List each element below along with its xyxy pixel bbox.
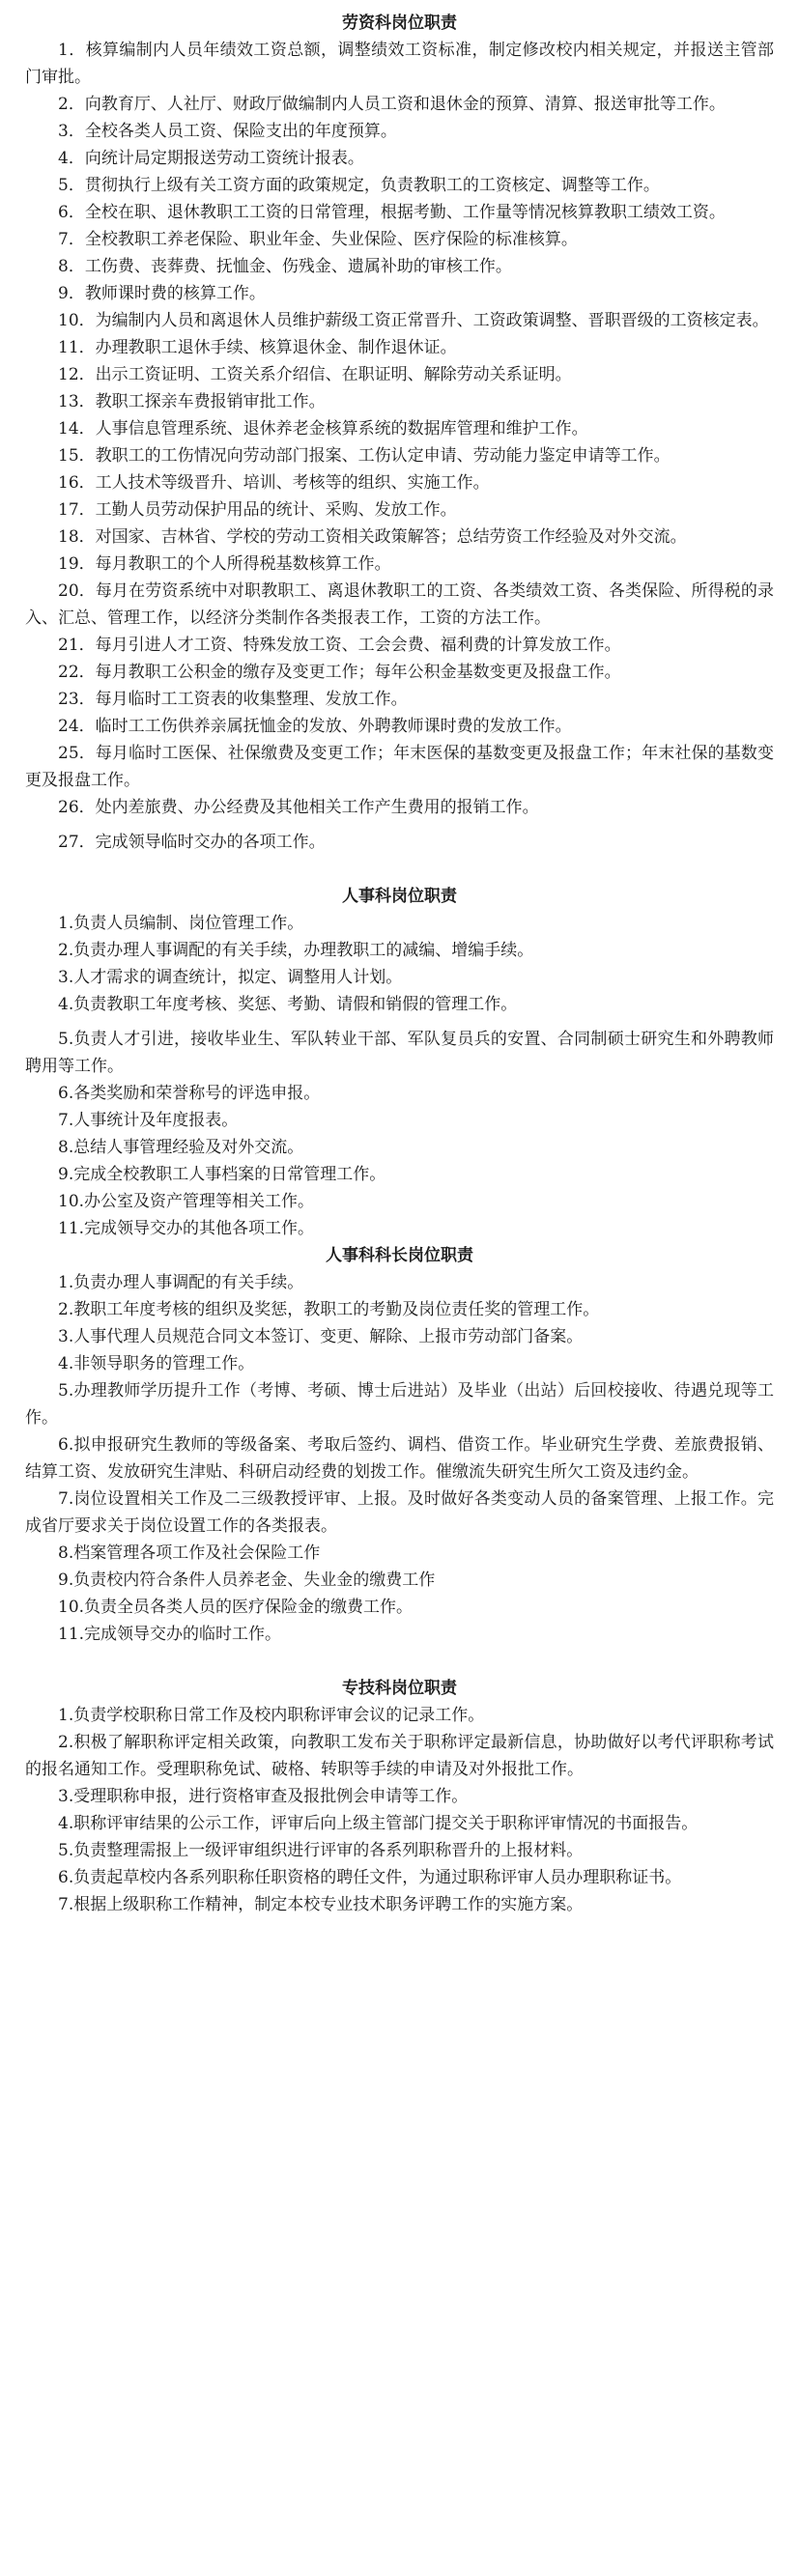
list-item: 8．工伤费、丧葬费、抚恤金、伤残金、遗属补助的审核工作。 [58, 257, 512, 276]
list-item: 10．为编制内人员和离退休人员维护薪级工资正常晋升、工资政策调整、晋职晋级的工资核定表。 [58, 311, 769, 330]
list-item: 15．教职工的工伤情况向劳动部门报案、工伤认定申请、劳动能力鉴定申请等工作。 [58, 446, 671, 466]
list-item: 3.受理职称申报，进行资格审查及报批例会申请等工作。 [58, 1787, 469, 1806]
list-item: 13．教职工探亲车费报销审批工作。 [58, 392, 326, 411]
list-item: 22．每月教职工公积金的缴存及变更工作；每年公积金基数变更及报盘工作。 [58, 663, 621, 682]
list-item: 4．向统计局定期报送劳动工资统计报表。 [58, 149, 364, 168]
list-item: 5.办理教师学历提升工作（考博、考硕、博士后进站）及毕业（出站）后回校接收、待遇兑现等工作。 [25, 1381, 774, 1428]
list-item: 5.负责整理需报上一级评审组织进行评审的各系列职称晋升的上报材料。 [58, 1841, 584, 1860]
list-item: 7.根据上级职称工作精神，制定本校专业技术职务评聘工作的实施方案。 [58, 1895, 584, 1914]
section-title-professional: 专技科岗位职责 [342, 1679, 457, 1698]
spacer [25, 1018, 774, 1026]
list-item: 11.完成领导交办的其他各项工作。 [58, 1219, 315, 1238]
list-item: 6.拟申报研究生教师的等级备案、考取后签约、调档、借资工作。毕业研究生学费、差旅费报销、结算工资、发放研究生津贴、科研启动经费的划拨工作。催缴流失研究生所欠工资及违约金。 [25, 1435, 774, 1482]
list-item: 4.非领导职务的管理工作。 [58, 1354, 255, 1373]
list-item: 7.岗位设置相关工作及二三级教授评审、上报。及时做好各类变动人员的备案管理、上报工作。完成省厅要求关于岗位设置工作的各类报表。 [25, 1489, 774, 1536]
list-item: 1.负责办理人事调配的有关手续。 [58, 1273, 304, 1292]
section-personnel-chief [25, 1269, 774, 1648]
section-title-labor: 劳资科岗位职责 [342, 14, 457, 33]
list-item: 8.总结人事管理经验及对外交流。 [58, 1138, 304, 1157]
list-item: 3．全校各类人员工资、保险支出的年度预算。 [58, 122, 397, 141]
list-item: 10.负责全员各类人员的医疗保险金的缴费工作。 [58, 1598, 414, 1617]
list-item: 5.负责人才引进，接收毕业生、军队转业干部、军队复员兵的安置、合同制硕士研究生和外聘教师聘用等工作。 [25, 1030, 774, 1076]
section-title-personnel-chief: 人事科科长岗位职责 [326, 1246, 473, 1265]
list-item: 16．工人技术等级晋升、培训、考核等的组织、实施工作。 [58, 473, 490, 493]
list-item: 5．贯彻执行上级有关工资方面的政策规定，负责教职工的工资核定、调整等工作。 [58, 176, 660, 195]
list-item: 14．人事信息管理系统、退休养老金核算系统的数据库管理和维护工作。 [58, 419, 588, 439]
list-item: 7.人事统计及年度报表。 [58, 1111, 239, 1130]
list-item: 2．向教育厅、人社厅、财政厅做编制内人员工资和退休金的预算、清算、报送审批等工作。 [58, 95, 726, 114]
list-item: 4.负责教职工年度考核、奖惩、考勤、请假和销假的管理工作。 [58, 995, 518, 1014]
list-item: 2.积极了解职称评定相关政策，向教职工发布关于职称评定最新信息，协助做好以考代评职称考试的报名通知工作。受理职称免试、破格、转职等手续的申请及对外报批工作。 [25, 1733, 774, 1779]
list-item: 9.负责校内符合条件人员养老金、失业金的缴费工作 [58, 1571, 436, 1590]
list-item: 2.负责办理人事调配的有关手续，办理教职工的减编、增编手续。 [58, 941, 534, 960]
list-item: 25．每月临时工医保、社保缴费及变更工作；年末医保的基数变更及报盘工作；年末社保的基数变更及报盘工作。 [25, 744, 774, 790]
list-item: 1．核算编制内人员年绩效工资总额，调整绩效工资标准，制定修改校内相关规定，并报送主管部门审批。 [25, 41, 774, 87]
list-item: 12．出示工资证明、工资关系介绍信、在职证明、解除劳动关系证明。 [58, 365, 572, 384]
list-item: 21．每月引进人才工资、特殊发放工资、工会会费、福利费的计算发放工作。 [58, 636, 621, 655]
list-item: 18．对国家、吉林省、学校的劳动工资相关政策解答；总结劳资工作经验及对外交流。 [58, 527, 687, 547]
list-item: 9.完成全校教职工人事档案的日常管理工作。 [58, 1165, 386, 1184]
list-item: 1.负责人员编制、岗位管理工作。 [58, 914, 304, 933]
list-item: 19．每月教职工的个人所得税基数核算工作。 [58, 554, 391, 574]
list-item: 20．每月在劳资系统中对职教职工、离退休教职工的工资、各类绩效工资、各类保险、所得税的录入、汇总、管理工作，以经济分类制作各类报表工作，工资的方法工作。 [25, 581, 774, 628]
list-item: 4.职称评审结果的公示工作，评审后向上级主管部门提交关于职称评审情况的书面报告。 [58, 1814, 699, 1833]
section-professional [25, 1702, 774, 1918]
section-labor [25, 37, 774, 856]
list-item: 26．处内差旅费、办公经费及其他相关工作产生费用的报销工作。 [58, 798, 539, 817]
list-item: 6.负责起草校内各系列职称任职资格的聘任文件，为通过职称评审人员办理职称证书。 [58, 1868, 682, 1887]
list-item: 11.完成领导交办的临时工作。 [58, 1625, 282, 1644]
spacer [25, 821, 774, 829]
section-personnel [25, 910, 774, 1242]
list-item: 11．办理教职工退休手续、核算退休金、制作退休证。 [58, 338, 457, 357]
section-title-personnel: 人事科岗位职责 [342, 887, 457, 906]
spacer [25, 856, 774, 883]
list-item: 23．每月临时工工资表的收集整理、发放工作。 [58, 690, 408, 709]
list-item: 17．工勤人员劳动保护用品的统计、采购、发放工作。 [58, 500, 457, 520]
list-item: 6．全校在职、退休教职工工资的日常管理，根据考勤、工作量等情况核算教职工绩效工资。 [58, 203, 726, 222]
list-item: 27．完成领导临时交办的各项工作。 [58, 833, 326, 852]
list-item: 24．临时工工伤供养亲属抚恤金的发放、外聘教师课时费的发放工作。 [58, 717, 572, 736]
list-item: 6.各类奖励和荣誉称号的评选申报。 [58, 1084, 321, 1103]
list-item: 8.档案管理各项工作及社会保险工作 [58, 1543, 321, 1563]
list-item: 3.人事代理人员规范合同文本签订、变更、解除、上报市劳动部门备案。 [58, 1327, 584, 1346]
list-item: 10.办公室及资产管理等相关工作。 [58, 1192, 315, 1211]
list-item: 9．教师课时费的核算工作。 [58, 284, 266, 303]
list-item: 2.教职工年度考核的组织及奖惩，教职工的考勤及岗位责任奖的管理工作。 [58, 1300, 600, 1319]
list-item: 1.负责学校职称日常工作及校内职称评审会议的记录工作。 [58, 1706, 485, 1725]
spacer [25, 1648, 774, 1675]
list-item: 3.人才需求的调查统计，拟定、调整用人计划。 [58, 968, 403, 987]
list-item: 7．全校教职工养老保险、职业年金、失业保险、医疗保险的标准核算。 [58, 230, 578, 249]
